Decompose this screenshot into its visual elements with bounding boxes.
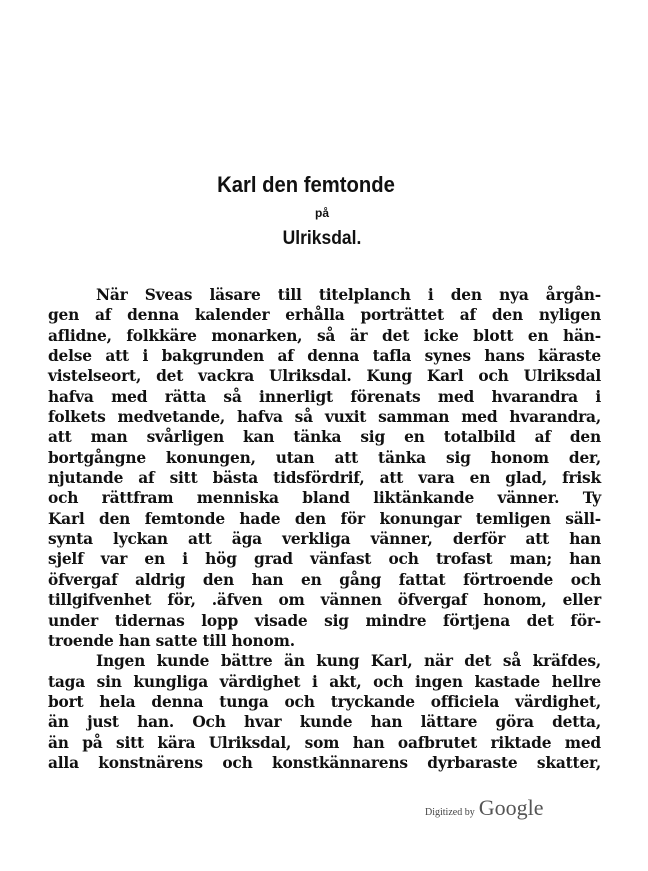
chapter-subtitle-place: Ulriksdal. bbox=[282, 228, 362, 249]
digitized-label: Digitized by bbox=[425, 807, 475, 818]
text-line: Karl den femtonde hade den för konungar temligen säll- bbox=[48, 509, 601, 528]
text-line: njutande af sitt bästa tidsfördrif, att vara en glad, frisk bbox=[48, 469, 601, 488]
text-line: Ingen kunde bättre än kung Karl, när det så kräfdes, bbox=[96, 652, 601, 671]
google-logo: Google bbox=[478, 795, 544, 820]
text-line: än på sitt kära Ulriksdal, som han oafbrutet riktade med bbox=[48, 733, 601, 752]
text-line: När Sveas läsare till titelplanch i den nya årgån- bbox=[96, 286, 601, 304]
text-line: taga sin kungliga värdighet i akt, och ingen kastade hellre bbox=[48, 672, 601, 691]
text-line: gen af denna kalender erhålla porträttet af den nyligen bbox=[48, 306, 601, 325]
chapter-title: Karl den femtonde bbox=[217, 172, 395, 197]
chapter-subtitle-connector: på bbox=[314, 206, 329, 220]
text-line: bort hela denna tunga och tryckande officiela värdighet, bbox=[48, 692, 601, 711]
text-line: synta lyckan att äga verkliga vänner, derför att han bbox=[48, 530, 601, 549]
text-line: tillgifvenhet för, .äfven om vännen öfvergaf honom, eller bbox=[48, 591, 601, 610]
digitized-watermark bbox=[425, 795, 543, 821]
body-text bbox=[48, 285, 601, 773]
text-line: under tidernas lopp visade sig mindre förtjena det för- bbox=[48, 611, 601, 630]
text-line: vistelseort, det vackra Ulriksdal. Kung Karl och Ulriksdal bbox=[48, 367, 601, 386]
text-line: folkets medvetande, hafva så vuxit samman med hvarandra, bbox=[48, 408, 601, 427]
text-line: och rättfram menniska bland liktänkande vänner. Ty bbox=[48, 489, 601, 508]
text-line: delse att i bakgrunden af denna tafla synes hans käraste bbox=[48, 347, 601, 366]
text-line: aflidne, folkkäre monarken, så är det icke blott en hän- bbox=[48, 326, 601, 345]
text-line: öfvergaf aldrig den han en gång fattat förtroende och bbox=[48, 570, 601, 589]
text-line: sjelf var en i hög grad vänfast och trofast man; han bbox=[48, 550, 601, 569]
text-line: bortgångne konungen, utan att tänka sig honom der, bbox=[48, 448, 601, 467]
text-line: att man svårligen kan tänka sig en totalbild af den bbox=[48, 428, 601, 447]
text-line: alla konstnärens och konstkännarens dyrbaraste skatter, bbox=[48, 753, 601, 772]
text-line: än just han. Och hvar kunde han lättare göra detta, bbox=[48, 713, 601, 732]
text-line: hafva med rätta så innerligt förenats med hvarandra i bbox=[48, 387, 601, 406]
text-line: troende han satte till honom. bbox=[48, 631, 295, 650]
